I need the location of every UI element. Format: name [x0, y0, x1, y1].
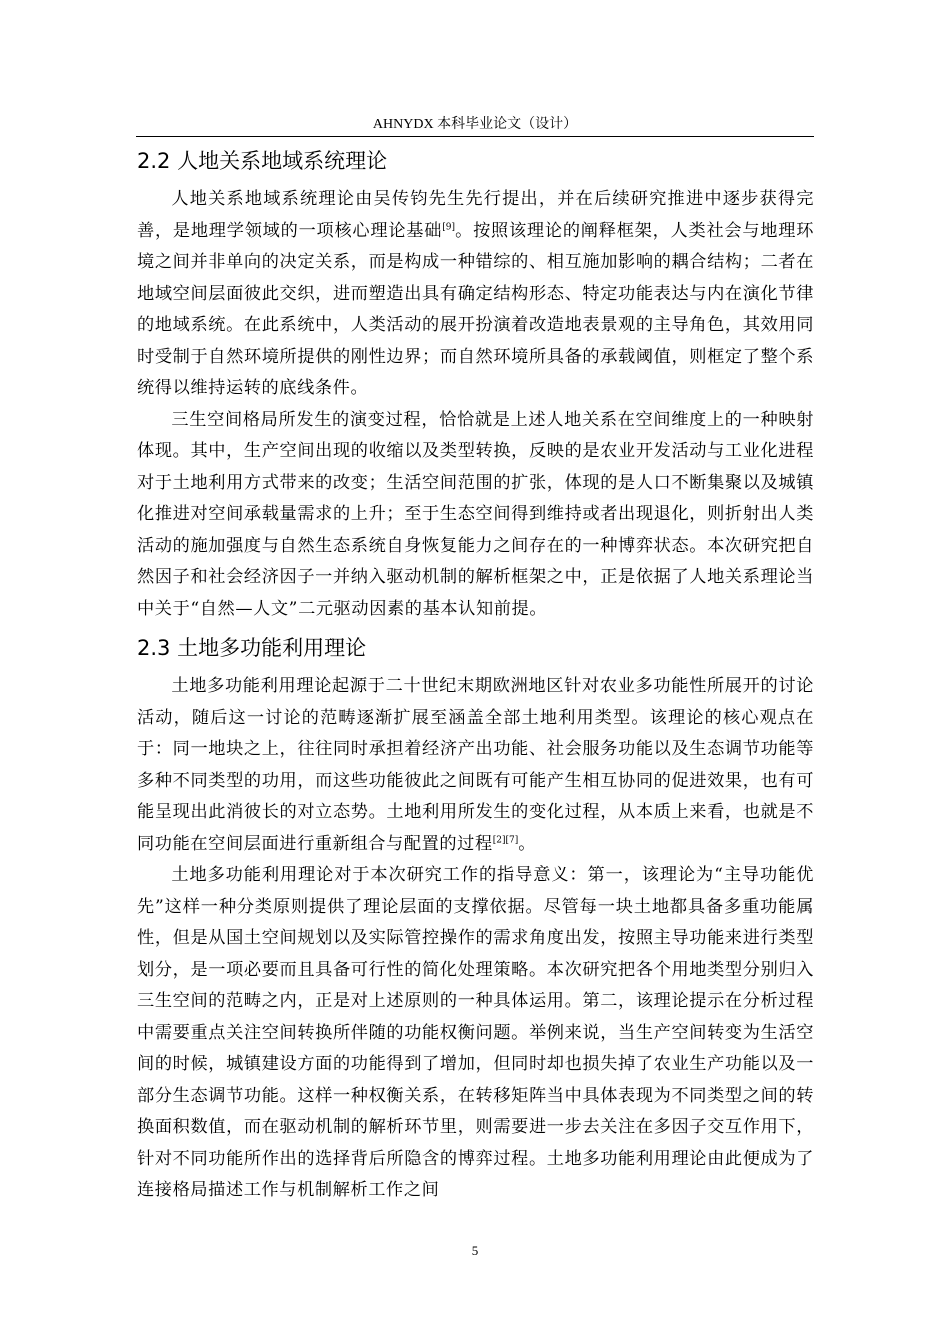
paragraph-2-3-1 [137, 671, 814, 860]
paragraph-text: 土地多功能利用理论起源于二十世纪末期欧洲地区针对农业多功能性所展开的讨论活动，随后这一讨论的范畴逐渐扩展至涵盖全部土地利用类型。该理论的核心观点在于：同一地块之上，往往同时承担着经济产出功能、社会服务功能以及生态调节功能等多种不同类型的功用，而这些功能彼此之间既有可能产生相互协同的促进效果，也有可能呈现出此消彼长的对立态势。土地利用所发生的变化过程，从本质上来看，也就是不同功能在空间层面进行重新组合与配置的过程 [137, 676, 814, 854]
paragraph-text-tail: 。 [518, 833, 537, 854]
paragraph-text: 土地多功能利用理论对于本次研究工作的指导意义：第一，该理论为“主导功能优先”这样一种分类原则提供了理论层面的支撑依据。尽管每一块土地都具备多重功能属性，但是从国土空间规划以及实际管控操作的需求角度出发，按照主导功能来进行类型划分，是一项必要而且具备可行性的简化处理策略。本次研究把各个用地类型分别归入三生空间的范畴之内，正是对上述原则的一种具体运用。第二，该理论提示在分析过程中需要重点关注空间转换所伴随的功能权衡问题。举例来说，当生产空间转变为生活空间的时候，城镇建设方面的功能得到了增加，但同时却也损失掉了农业生产功能以及一部分生态调节功能。这样一种权衡关系，在转移矩阵当中具体表现为不同类型之间的转换面积数值，而在驱动机制的解析环节里，则需要进一步去关注在多因子交互作用下，针对不同功能所作出的选择背后所隐含的博弈过程。土地多功能利用理论由此便成为了连接格局描述工作与机制解析工作之间 [137, 865, 814, 1200]
running-header: AHNYDX 本科毕业论文（设计） [372, 117, 578, 132]
paragraph-2-2-2 [137, 405, 814, 626]
page-number: 5 [471, 1243, 479, 1258]
page-body [137, 141, 814, 1207]
paragraph-2-2-1 [137, 184, 814, 405]
header-rule [136, 136, 814, 137]
section-heading-2-2: 2.2 人地关系地域系统理论 [137, 149, 388, 173]
paragraph-text-tail: 。按照该理论的阐释框架，人类社会与地理环境之间并非单向的决定关系，而是构成一种错综的、相互施加影响的耦合结构；二者在地域空间层面彼此交织，进而塑造出具有确定结构形态、特定功能表达与内在演化节律的地域系统。在此系统中，人类活动的展开扮演着改造地表景观的主导角色，其效用同时受制于自然环境所提供的刚性边界；而自然环境所具备的承载阈值，则框定了整个系统得以维持运转的底线条件。 [137, 220, 814, 398]
section-heading-2-3: 2.3 土地多功能利用理论 [137, 636, 367, 660]
citation-ref: [9] [442, 221, 455, 232]
paragraph-text: 人地关系地域系统理论由吴传钧先生先行提出，并在后续研究推进中逐步获得完善，是地理学领域的一项核心理论基础 [137, 189, 814, 241]
citation-ref: [2][7] [492, 834, 519, 845]
paragraph-2-3-2 [137, 860, 814, 1207]
paragraph-text: 三生空间格局所发生的演变过程，恰恰就是上述人地关系在空间维度上的一种映射体现。其中，生产空间出现的收缩以及类型转换，反映的是农业开发活动与工业化进程对于土地利用方式带来的改变；生活空间范围的扩张，体现的是人口不断集聚以及城镇化推进对空间承载量需求的上升；至于生态空间得到维持或者出现退化，则折射出人类活动的施加强度与自然生态系统自身恢复能力之间存在的一种博弈状态。本次研究把自然因子和社会经济因子一并纳入驱动机制的解析框架之中，正是依据了人地关系理论当中关于“自然—人文”二元驱动因素的基本认知前提。 [137, 409, 814, 619]
